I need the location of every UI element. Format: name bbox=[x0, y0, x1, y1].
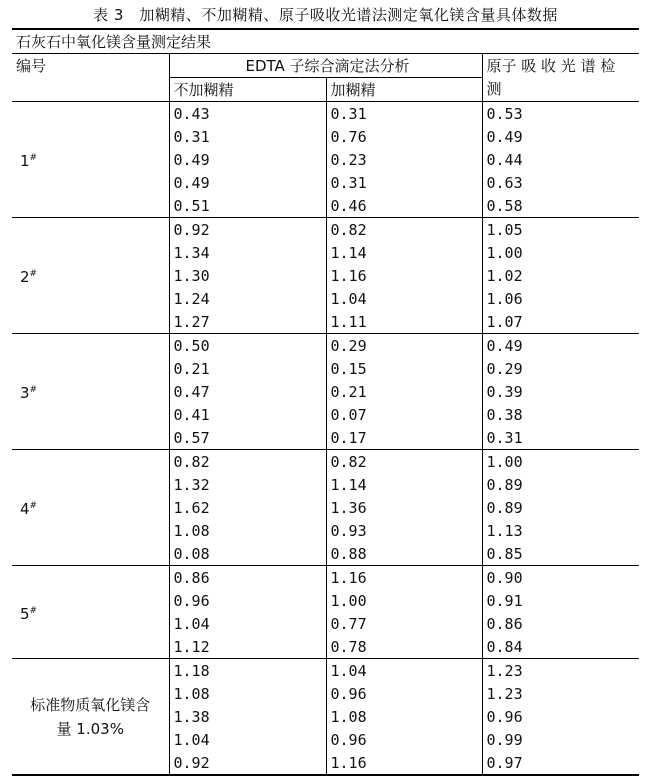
value-no-dextrin: 0.31 bbox=[169, 125, 326, 148]
value-dextrin: 0.17 bbox=[326, 426, 482, 450]
value-dextrin: 1.16 bbox=[326, 264, 482, 287]
sample-id-label: 3 bbox=[20, 384, 30, 402]
value-dextrin: 1.36 bbox=[326, 496, 482, 519]
sample-id bbox=[12, 218, 169, 334]
value-no-dextrin: 0.41 bbox=[169, 403, 326, 426]
value-aas: 1.00 bbox=[486, 243, 523, 262]
value-aas: 1.23 bbox=[482, 659, 639, 683]
value-dextrin: 0.31 bbox=[326, 102, 482, 126]
value-aas: 0.89 bbox=[486, 475, 523, 494]
table-row bbox=[12, 450, 639, 474]
sample-id bbox=[12, 102, 169, 218]
value-dextrin: 0.93 bbox=[326, 519, 482, 542]
table-row bbox=[12, 102, 639, 126]
value-dextrin: 0.82 bbox=[326, 450, 482, 474]
sample-id-label: 标准物质氧化镁含量 1.03% bbox=[30, 695, 151, 738]
value-aas: 0.91 bbox=[486, 591, 523, 610]
table-row bbox=[12, 218, 639, 242]
value-aas: 1.00 bbox=[482, 450, 639, 474]
value-aas: 0.85 bbox=[486, 544, 523, 563]
value-no-dextrin: 0.92 bbox=[169, 751, 326, 775]
value-dextrin: 1.04 bbox=[326, 287, 482, 310]
value-dextrin: 0.96 bbox=[326, 682, 482, 705]
table-row bbox=[12, 659, 639, 683]
value-dextrin: 1.14 bbox=[326, 473, 482, 496]
header-edta: EDTA 子综合滴定法分析 bbox=[169, 54, 482, 78]
table-body bbox=[12, 102, 639, 776]
table-title: 石灰石中氧化镁含量测定结果 bbox=[12, 29, 639, 54]
mgo-results-table bbox=[12, 28, 639, 776]
value-aas: 0.84 bbox=[486, 637, 523, 656]
value-no-dextrin: 0.50 bbox=[169, 334, 326, 358]
value-aas: 0.39 bbox=[486, 382, 523, 401]
value-aas: 0.38 bbox=[486, 405, 523, 424]
value-dextrin: 0.82 bbox=[326, 218, 482, 242]
header-aas-line1: 原子 吸 收 光 谱 检 bbox=[486, 56, 616, 75]
value-no-dextrin: 1.27 bbox=[169, 310, 326, 334]
value-aas: 0.31 bbox=[486, 428, 523, 447]
value-dextrin: 0.76 bbox=[326, 125, 482, 148]
value-aas: 0.49 bbox=[482, 334, 639, 358]
value-dextrin: 1.08 bbox=[326, 705, 482, 728]
header-aas-line2: 测 bbox=[482, 78, 639, 102]
value-dextrin: 0.21 bbox=[326, 380, 482, 403]
value-no-dextrin: 0.49 bbox=[169, 148, 326, 171]
header-id: 编号 bbox=[12, 54, 169, 78]
value-aas: 0.97 bbox=[482, 751, 639, 775]
value-dextrin: 0.15 bbox=[326, 357, 482, 380]
value-no-dextrin: 1.62 bbox=[169, 496, 326, 519]
value-aas: 0.44 bbox=[486, 150, 523, 169]
value-aas: 1.23 bbox=[486, 684, 523, 703]
value-no-dextrin: 0.82 bbox=[169, 450, 326, 474]
value-aas: 0.96 bbox=[486, 707, 523, 726]
sample-id-label: 5 bbox=[20, 604, 30, 623]
table-caption: 表 3 加糊精、不加糊精、原子吸收光谱法测定氧化镁含量具体数据 bbox=[93, 6, 558, 24]
value-aas: 1.13 bbox=[486, 521, 523, 540]
value-aas: 0.90 bbox=[482, 566, 639, 590]
value-aas: 1.06 bbox=[486, 289, 523, 308]
value-dextrin: 1.04 bbox=[326, 659, 482, 683]
value-dextrin: 0.31 bbox=[326, 171, 482, 194]
value-no-dextrin: 1.24 bbox=[169, 287, 326, 310]
value-dextrin: 0.88 bbox=[326, 542, 482, 566]
value-dextrin: 0.29 bbox=[326, 334, 482, 358]
sample-id-label: 4 bbox=[20, 500, 30, 518]
table-row bbox=[12, 566, 639, 590]
value-dextrin: 0.77 bbox=[326, 612, 482, 635]
value-no-dextrin: 1.38 bbox=[169, 705, 326, 728]
value-no-dextrin: 1.18 bbox=[169, 659, 326, 683]
sample-id-mark: # bbox=[29, 501, 38, 511]
value-aas: 0.53 bbox=[486, 104, 523, 123]
value-aas: 1.07 bbox=[486, 312, 523, 331]
value-aas: 0.49 bbox=[486, 127, 523, 146]
header-no-dextrin: 不加糊精 bbox=[169, 78, 326, 102]
value-no-dextrin: 1.04 bbox=[169, 728, 326, 751]
value-no-dextrin: 0.47 bbox=[169, 380, 326, 403]
sample-id bbox=[12, 566, 169, 659]
value-dextrin: 0.07 bbox=[326, 403, 482, 426]
sample-id-mark: # bbox=[29, 269, 38, 279]
value-aas: 0.29 bbox=[486, 359, 523, 378]
sample-id-mark: # bbox=[29, 605, 38, 616]
value-no-dextrin: 0.21 bbox=[169, 357, 326, 380]
value-no-dextrin: 0.51 bbox=[169, 194, 326, 218]
value-dextrin: 1.11 bbox=[326, 310, 482, 334]
value-no-dextrin: 0.92 bbox=[169, 218, 326, 242]
value-no-dextrin: 0.96 bbox=[169, 589, 326, 612]
value-dextrin: 0.78 bbox=[326, 635, 482, 659]
value-dextrin: 0.46 bbox=[326, 194, 482, 218]
sample-id bbox=[12, 450, 169, 566]
value-dextrin: 1.16 bbox=[326, 751, 482, 775]
value-no-dextrin: 1.12 bbox=[169, 635, 326, 659]
value-aas: 1.05 bbox=[482, 218, 639, 242]
value-no-dextrin: 1.32 bbox=[169, 473, 326, 496]
value-no-dextrin: 0.86 bbox=[169, 566, 326, 590]
value-aas: 0.63 bbox=[486, 173, 523, 192]
value-no-dextrin: 0.49 bbox=[169, 171, 326, 194]
value-no-dextrin: 0.57 bbox=[169, 426, 326, 450]
value-no-dextrin: 0.43 bbox=[169, 102, 326, 126]
header-id-blank bbox=[12, 78, 169, 102]
sample-id bbox=[12, 334, 169, 450]
value-no-dextrin: 1.08 bbox=[169, 519, 326, 542]
table-row bbox=[12, 334, 639, 358]
sample-id-label: 2 bbox=[20, 268, 30, 286]
value-dextrin: 0.96 bbox=[326, 728, 482, 751]
value-dextrin: 1.14 bbox=[326, 241, 482, 264]
value-dextrin: 1.00 bbox=[326, 589, 482, 612]
value-dextrin: 1.16 bbox=[326, 566, 482, 590]
value-no-dextrin: 0.08 bbox=[169, 542, 326, 566]
value-aas: 1.02 bbox=[486, 266, 523, 285]
value-aas: 0.89 bbox=[486, 498, 523, 517]
value-dextrin: 0.23 bbox=[326, 148, 482, 171]
sample-id-mark: # bbox=[29, 385, 38, 395]
value-aas: 0.86 bbox=[486, 614, 523, 633]
value-aas: 0.99 bbox=[486, 730, 523, 749]
value-no-dextrin: 1.08 bbox=[169, 682, 326, 705]
value-no-dextrin: 1.04 bbox=[169, 612, 326, 635]
sample-id-mark: # bbox=[29, 153, 38, 163]
value-no-dextrin: 1.30 bbox=[169, 264, 326, 287]
value-aas: 0.58 bbox=[486, 196, 523, 215]
header-dextrin: 加糊精 bbox=[326, 78, 482, 102]
value-no-dextrin: 1.34 bbox=[169, 241, 326, 264]
sample-id bbox=[12, 659, 169, 776]
sample-id-label: 1 bbox=[20, 152, 30, 170]
